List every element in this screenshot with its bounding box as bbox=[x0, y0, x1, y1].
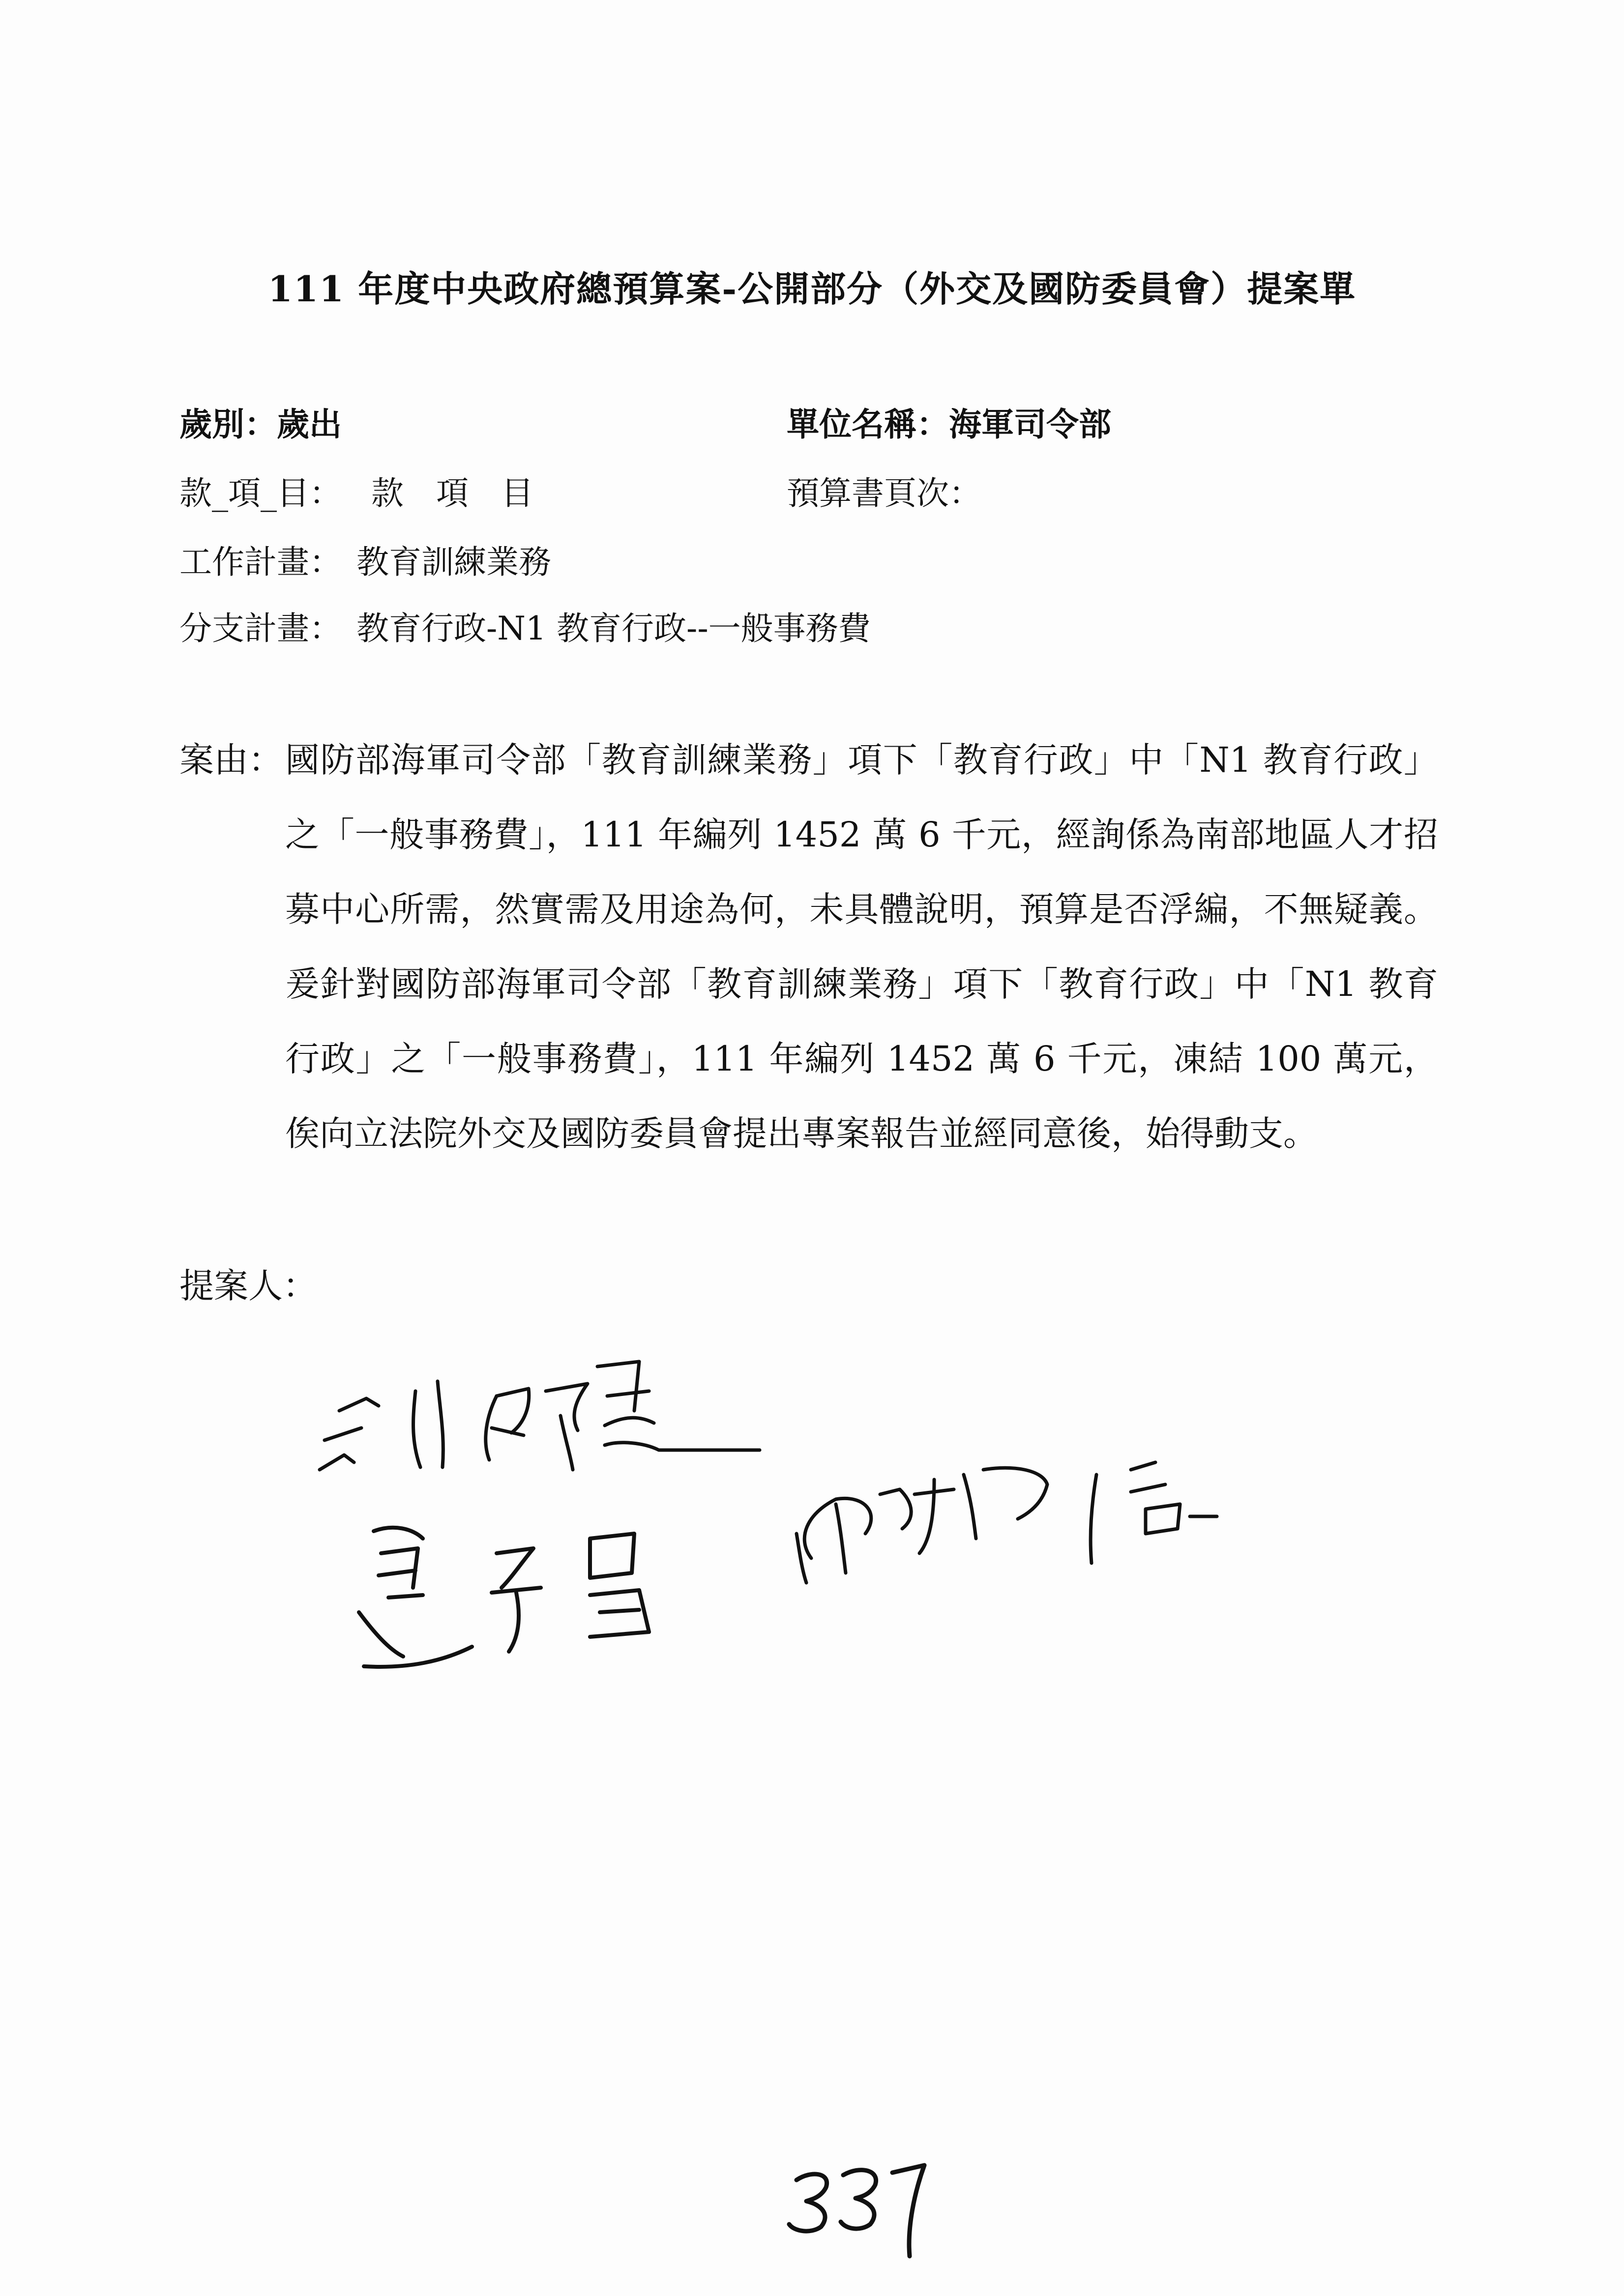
sub-plan-label: 分支計畫： bbox=[179, 610, 342, 647]
unit-label: 單位名稱： bbox=[787, 405, 949, 443]
handwritten-signature-1 bbox=[320, 1362, 760, 1470]
category-label: 歲別： bbox=[179, 405, 277, 443]
budget-page-label: 預算書頁次： bbox=[787, 474, 981, 512]
handwritten-page-number bbox=[789, 2165, 924, 2256]
item-label: 款_項_目： bbox=[179, 474, 342, 512]
work-plan-label: 工作計畫： bbox=[179, 543, 342, 581]
proposer-label: 提案人： bbox=[179, 1266, 317, 1306]
reason-label: 案由： bbox=[179, 740, 283, 780]
category-value: 歲出 bbox=[277, 405, 342, 443]
document-title: 111 年度中央政府總預算案-公開部分（外交及國防委員會）提案單 bbox=[267, 268, 1357, 310]
work-plan-value: 教育訓練業務 bbox=[356, 543, 551, 581]
handwritten-signature-3 bbox=[797, 1462, 1217, 1583]
handwritten-signature-2 bbox=[359, 1528, 649, 1667]
unit-value: 海軍司令部 bbox=[949, 405, 1111, 443]
reason-text: 國防部海軍司令部「教育訓練業務」項下「教育行政」中「N1 教育行政」之「一般事務費」，111 年編列 1452 萬 6 千元，經詢係為南部地區人才招募中心所需，然實需及用途為何，未具體說明，預算是否浮編，不無疑義。爰針對國防部海軍司令部「教育訓練業務」項下「教育行政」中「N1 教育行政」之「一般事務費」，111 年編列 1452 萬 6 千元，凍結 100 萬元，俟向立法院外交及國防委員會提出專案報告並經同意後，始得動支。 bbox=[285, 740, 1438, 1154]
sub-plan-value: 教育行政-N1 教育行政--一般事務費 bbox=[356, 610, 871, 647]
item-value: 款 項 目 bbox=[371, 474, 533, 512]
